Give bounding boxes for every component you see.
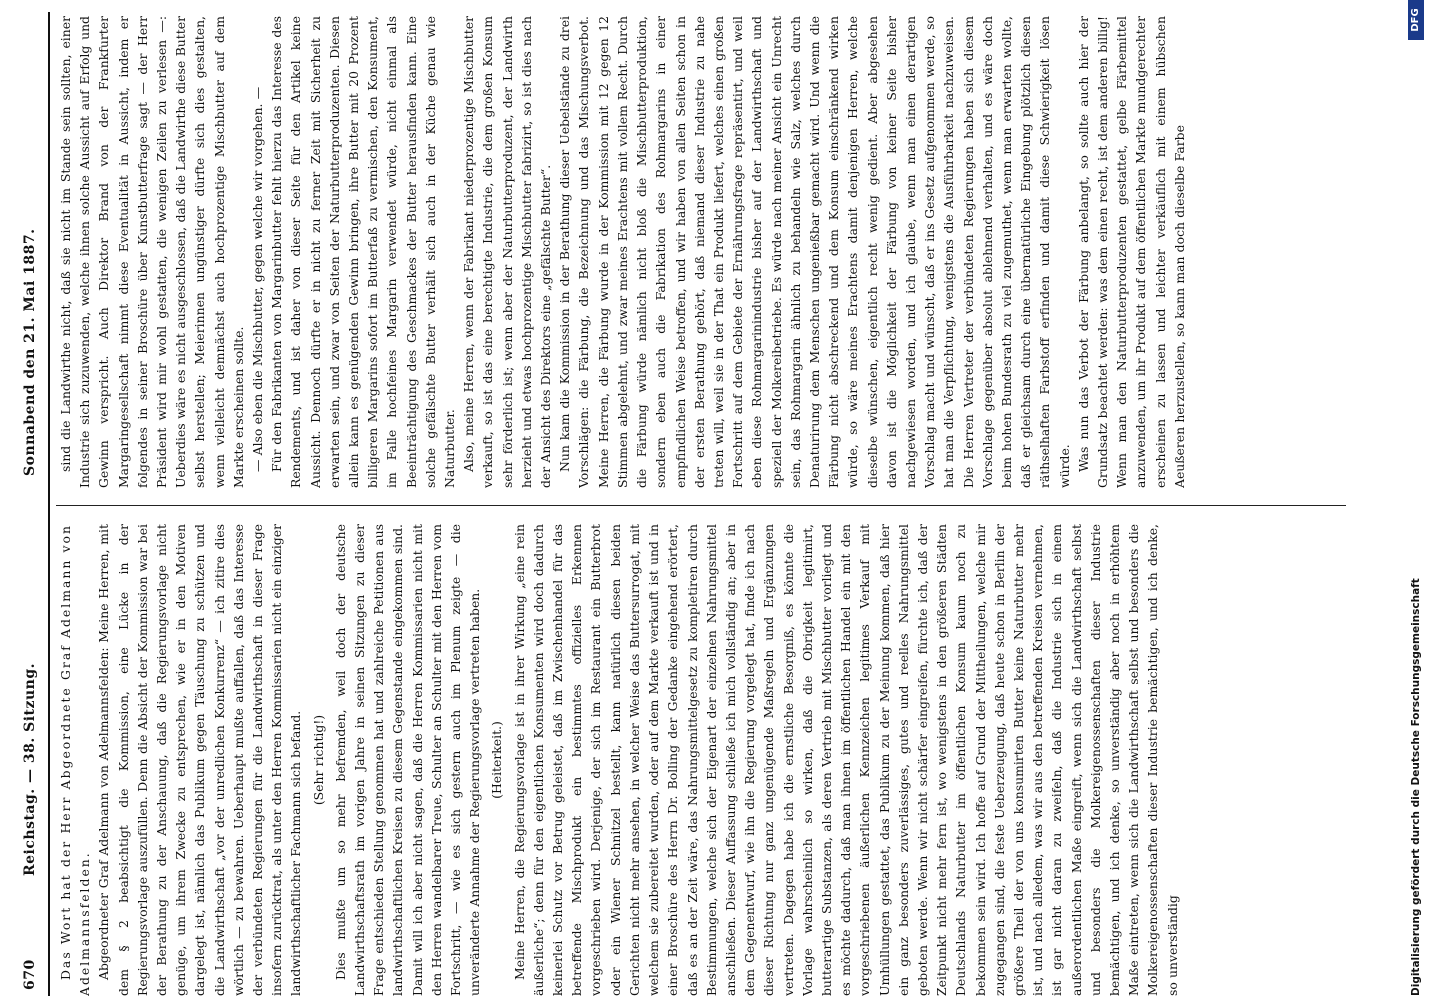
quotation-paragraph: Für den Fabrikanten von Margarinbutter fehlt hierzu das Interesse des Rendements, und ist daher von dieser Seite für den Artikel keine Aussicht. Dennoch dürfte er in nicht zu ferner Zeit mit Sicherheit zu erwarten sein, und zwar von Seiten der Naturbutterproduzenten. Diesen allein kann es genügenden Gewinn bringen, ihre Butter mit 20 Prozent billigeren Margarins sofort im Butterfaß zu vermischen, den Konsument, im Falle hochfeines Margarin verwendet würde, nicht einmal als Beeinträchtigung des Geschmackes der Butter herausfinden kann. Eine solche gefälschte Butter verhält sich auch in der Küche genau wie Naturbutter. [269, 16, 458, 488]
right-column [56, 16, 1346, 488]
digitization-credit [1406, 0, 1428, 996]
running-head-session: Reichstag. — 38. Sitzung. [22, 663, 38, 876]
interjection: (Sehr richtig!) [310, 714, 326, 806]
running-head [16, 12, 46, 996]
running-head-date: Sonnabend den 21. Mai 1887. [22, 228, 38, 476]
speech-paragraph: Dies mußte um so mehr befremden, weil doch der deutsche Landwirthschaftsrath im vorigen Jahre in seinen Sitzungen zu dieser Frage entschieden Stellung genommen hat und zahlreiche Petitionen aus landwirthschaftlichen Kreisen zu diesem Gegenstande eingekommen sind. Damit will ich aber nicht sagen, daß die Herren Kommissarien nicht mit den Herren wandelbarer Treue, Schulter an Schulter mit den Herren vom Fortschritt, — wie es sich gestern auch im Plenum zeigte — die unveränderte Annahme der Regierungsvorlage vertreten haben. [332, 524, 483, 996]
header-rule [48, 12, 50, 996]
interjection: (Heiterkeit.) [489, 721, 505, 799]
speech-paragraph: Also, meine Herren, wenn der Fabrikant niederprozentige Mischbutter verkauft, so ist das eine berechtigte Industrie, die dem großen Konsum sehr förderlich ist; wenn aber der Naturbutterproduzent, der Landwirth herzieht und etwas hochprozentige Mischbutter fabrizirt, so ist dies nach der Ansicht des Direktors eine „gefälschte Butter“. [461, 16, 554, 488]
dfg-logo: DFG [1408, 0, 1424, 40]
speech-paragraph: Was nun das Verbot der Färbung anbelangt, so sollte auch hier der Grundsatz beachtet werden: was dem einen recht, ist dem anderen billig! Wenn man den Naturbutterproduzenten gestattet, gelbe Färbemittel anzuwenden, um ihr Produkt auf dem öffentlichen Markte mundgerechter erscheinen zu lassen und leichter verkäuflich mit einem hübschen Aeußeren herzustellen, so kann man doch dieselbe Farbe [1075, 16, 1187, 488]
newspaper-page [16, 12, 1414, 996]
speaker-intro: Das Wort hat der Herr Abgeordnete Graf Adelmann von Adelmannsfelden. [58, 524, 93, 996]
column-divider [56, 505, 1346, 506]
speech-paragraph: Abgeordneter Graf Adelmann von Adelmannsfelden: Meine Herren, mit dem § 2 beabsichtigt die Kommission, eine Lücke in der Regierungsvorlage auszufüllen. Denn die Absicht der Kommission war bei der Berathung zu der Anschauung, daß die Regierungsvorlage nicht genüge, um ihrem Zwecke zu entsprechen, wie er in den Motiven dargelegt ist, nämlich das Publikum gegen Täuschung zu schützen und die Landwirthschaft „vor der unredlichen Konkurrenz“ — ich zitire dies wörtlich — zu bewahren. Ueberhaupt mußte auffallen, daß das Interesse der verbündeten Regierungen für die Landwirthschaft in dieser Frage insofern zurücktrat, als unter den Herren Kommissarien nicht ein einziger landwirthschaftlicher Fachmann sich befand. [96, 524, 304, 996]
left-column [56, 524, 1346, 996]
speech-paragraph: sind die Landwirthe nicht, daß sie nicht im Stande sein sollten, einer Industrie sich zuzuwenden, welche ihnen solche Aussicht auf Erfolg und Gewinn verspricht. Auch Direktor Brand von der Frankfurter Margaringesellschaft nimmt diese Eventualität in Aussicht, indem er folgendes in seiner Broschüre über Kunstbutterfrage sagt — der Herr Präsident wird mir wohl gestatten, die wenigen Zeilen zu verlesen —: Ueberdies wäre es nicht ausgeschlossen, daß die Landwirthe diese Butter selbst herstellen; Meierinnen ungünstiger dürfte sich dies gestalten, wenn vielleicht demnächst auch hochprozentige Mischbutter auf dem Markte erscheinen sollte. [58, 16, 246, 488]
speech-paragraph: Nun kam die Kommission in der Berathung dieser Uebelstände zu drei Vorschlägen: die Färbung, die Bezeichnung und das Mischungsverbot. Meine Herren, die Färbung wurde in der Kommission mit 12 gegen 12 Stimmen abgelehnt, und zwar meines Erachtens mit vollem Recht. Durch die Färbung würde nämlich nicht bloß die Mischbutterproduktion, sondern eben auch die Fabrikation des Rohmargarins in einer empfindlichen Weise betroffen, und wir haben von allen Seiten schon in der ersten Berathung gehört, daß niemand dieser Industrie zu nahe treten will, weil sie in der That ein Produkt liefert, welches einen großen Fortschritt auf dem Gebiete der Ernährungsfrage repräsentirt, und weil eben diese Rohmargarinindustrie bisher auf der Landwirthschaft und speziell der Molkereibetriebe. Es würde nach meiner Ansicht ein Unrecht sein, das Rohmargarin ähnlich zu behandeln wie Salz, welches durch Denaturirung dem Menschen ungenießbar gemacht wird. Und wenn die Färbung nicht abschreckend und dem Konsum einschränkend wirken würde, so wäre meines Erachtens damit denjenigen Herren, welche dieselbe wünschen, eigentlich recht wenig gedient. Aber abgesehen davon ist die Möglichkeit der Färbung von keiner Seite bisher nachgewiesen worden, und ich glaube, wenn man einen derartigen Vorschlag macht und wünscht, daß er ins Gesetz aufgenommen werde, so hat man die Verpflichtung, wenigstens die Ausführbarkeit nachzuweisen. Die Herren Vertreter der verbündeten Regierungen haben sich diesem Vorschlage gegenüber absolut ablehnend verhalten, und es wäre doch beim hohen Bundesrath zu viel zugemuthet, wenn man erwarten wollte, daß er gleichsam durch eine übernatürliche Eingebung plötzlich diesen räthselhaften Farbstoff erfinden und damit diese Schwierigkeit lösen würde. [557, 16, 1072, 488]
speech-paragraph: Meine Herren, die Regierungsvorlage ist in ihrer Wirkung „eine rein äußerliche“; denn für den eigentlichen Konsumenten wird doch dadurch keinerlei Schutz vor Betrug geleistet, daß im Zwischenhandel für das betreffende Mischprodukt ein bestimmtes offizielles Erkennen vorgeschrieben wird. Derjenige, der sich im Restaurant ein Butterbrot oder ein Wiener Schnitzel bestellt, kann natürlich diesen beiden Gerichten nicht mehr ansehen, in welcher Weise das Buttersurrogat, mit welchem sie zubereitet wurden, oder auf dem Markte verkauft ist und in einer Broschüre des Herrn Dr. Bolling der Gedanke eingehend erörtert, daß es an der Zeit wäre, das Nahrungsmittelgesetz zu kompletiren durch Bestimmungen, welche sich der Eigenart der einzelnen Nahrungsmittel anschließen. Dieser Auffassung schließe ich mich vollständig an; aber in dem Gegenentwurf, wie ihn die Regierung vorgelegt hat, finde ich nach dieser Richtung nur ganz ungenügende Maßregeln und Ergänzungen vertreten. Dagegen habe ich die ernstliche Besorgniß, es könnte die Vorlage wahrscheinlich so wirken, daß die Obrigkeit legitimirt, butterartige Substanzen, als deren Vertrieb mit Mischbutter vorliegt und es möchte dadurch, daß man ihnen im öffentlichen Handel ein mit den vorgeschriebenen äußerlichen Kennzeichen legitimes Verkauf mit Umhüllungen gestattet, das Publikum zu der Meinung kommen, daß hier ein ganz besonders zuverlässiges, gutes und reelles Nahrungsmittel geboten werde. Wenn wir nicht schärfer eingreifen, fürchte ich, daß der Zeitpunkt nicht mehr fern ist, wo wenigstens in den größeren Städten Deutschlands Naturbutter im öffentlichen Konsum kaum noch zu bekommen sein wird. Ich hoffe auf Grund der Mittheilungen, welche mir zugegangen sind, die feste Ueberzeugung, daß heute schon in Berlin der größere Theil der von uns konsumirten Butter keine Naturbutter mehr ist, und nach alledem, was wir aus den betreffenden Kreisen vernehmen, ist gar nicht daran zu zweifeln, daß die Industrie sich in einem außerordentlichen Maße eingreift, wenn sich die Landwirthschaft selbst und besonders die Molkereigenossenschaften dieser Industrie bemächtigen, und ich denke, so unverständig aber noch in erhöhtem Maße eintreten, wenn sich die Landwirthschaft selbst und besonders die Molkereigenossenschaften dieser Industrie bemächtigen, und ich denke, so unverständig [511, 524, 1180, 996]
page-number: 670 [22, 959, 38, 990]
credit-text: Digitalisierung gefördert durch die Deutsche Forschungsgemeinschaft [1410, 578, 1422, 996]
speech-paragraph: — Also eben die Mischbutter, gegen welche wir vorgehen. — [250, 86, 266, 472]
